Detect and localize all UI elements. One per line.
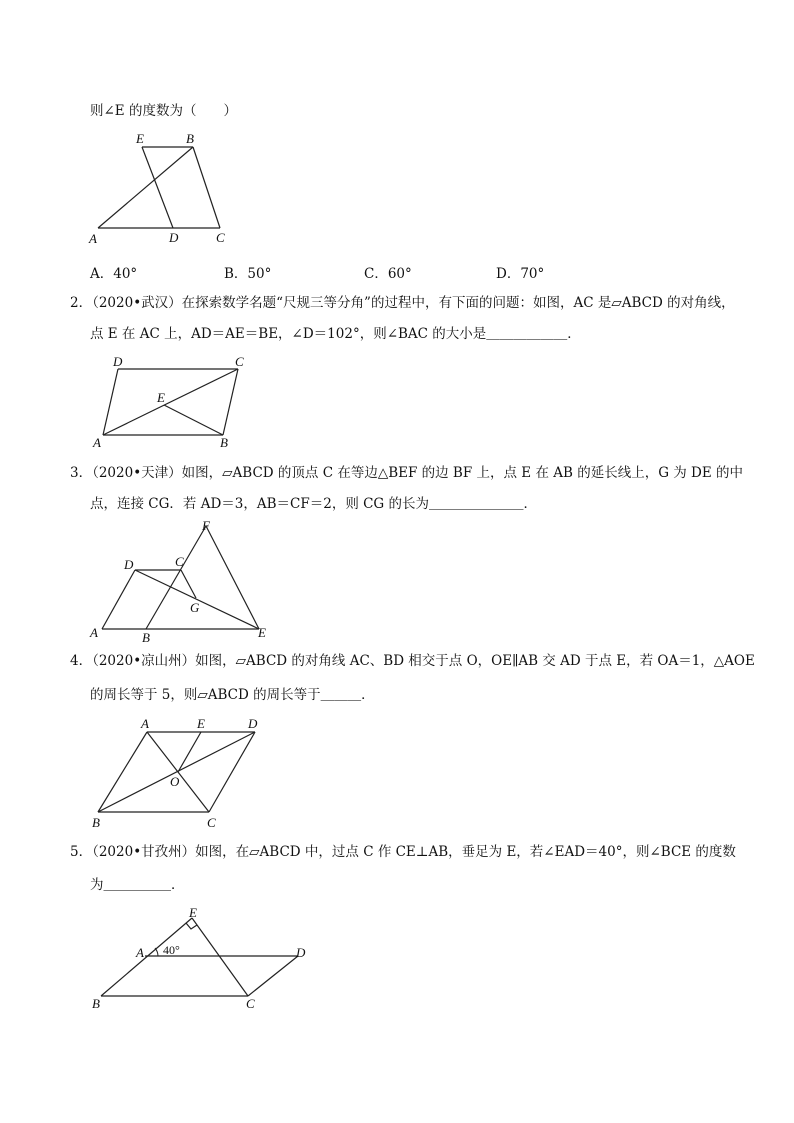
q3-line2: 点，连接 CG．若 AD＝3，AB＝CF＝2，则 CG 的长为＿＿＿＿＿＿＿． [90,496,538,512]
q1-choice-a[interactable]: A．40° [90,266,138,282]
q2-line2: 点 E 在 AC 上，AD＝AE＝BE，∠D＝102°，则∠BAC 的大小是＿＿＿＿＿＿． [90,326,581,342]
q5-label-D: D [296,945,306,960]
q2-label-D: D [113,354,123,369]
q5-label-A: A [136,945,144,960]
q3-figure [86,516,286,646]
q4-label-A: A [141,716,149,731]
q1-label-B: B [186,131,194,146]
q5-line2: 为＿＿＿＿＿． [90,877,185,893]
q2-seg-EB [164,405,223,435]
q1-label-C: C [216,230,225,245]
q5-line1: 5．（2020•甘孜州）如图，在▱ABCD 中，过点 C 作 CE⊥AB，垂足为 E，若∠EAD＝40°，则∠BCE 的度数 [70,844,736,860]
q3-seg-CG [181,570,196,598]
q1-stem: 则∠E 的度数为（ ） [90,103,237,119]
q3-label-F: F [202,518,210,533]
q1-seg-BC [193,147,220,228]
q5-figure [88,906,318,1016]
q2-seg-AD [103,369,118,435]
q2-seg-BC [223,369,238,435]
q1-choice-b[interactable]: B．50° [224,266,272,282]
q4-figure [88,714,268,832]
q4-label-D: D [248,716,258,731]
q1-label-D: D [169,230,179,245]
q5-angle-label: 40° [163,943,180,957]
q3-label-E: E [258,625,266,640]
q1-choice-d[interactable]: D．70° [496,266,545,282]
q1-label-E: E [136,131,144,146]
q2-label-A: A [93,435,101,450]
q5-label-B: B [92,996,100,1011]
q5-seg-EC [192,918,248,996]
q2-label-E: E [157,390,165,405]
q1-seg-ED [142,147,173,228]
q1-label-A: A [89,231,97,246]
q4-label-E: E [197,716,205,731]
q2-figure [90,352,250,452]
q4-line2: 的周长等于 5，则▱ABCD 的周长等于＿＿＿． [90,687,375,703]
q4-label-B: B [92,815,100,830]
q3-label-D: D [124,557,134,572]
q2-label-B: B [220,435,228,450]
q5-label-C: C [246,996,255,1011]
q3-seg-FE [206,526,259,629]
q3-label-G: G [190,600,200,615]
q4-label-O: O [170,774,180,789]
q5-label-E: E [189,905,197,920]
q1-seg-AB [98,147,193,228]
q3-label-A: A [90,625,98,640]
q4-label-C: C [207,815,216,830]
q3-label-C: C [175,554,184,569]
q1-choice-c[interactable]: C．60° [364,266,412,282]
q2-seg-AC [103,369,238,435]
q3-label-B: B [142,630,150,645]
q2-line1: 2．（2020•武汉）在探索数学名题“尺规三等分角”的过程中，有下面的问题：如图，AC 是▱ABCD 的对角线， [70,295,735,311]
q2-label-C: C [235,354,244,369]
q5-seg-DC [248,956,298,996]
q4-line1: 4．（2020•凉山州）如图，▱ABCD 的对角线 AC、BD 相交于点 O，OE∥AB 交 AD 于点 E，若 OA＝1，△AOE [70,653,755,669]
q5-right-angle-mark [186,923,197,929]
q5-seg-BE [101,918,192,996]
q3-line1: 3．（2020•天津）如图，▱ABCD 的顶点 C 在等边△BEF 的边 BF 上，点 E 在 AB 的延长线上，G 为 DE 的中 [70,465,744,481]
q3-seg-AD [102,570,135,629]
q1-figure [86,128,246,248]
